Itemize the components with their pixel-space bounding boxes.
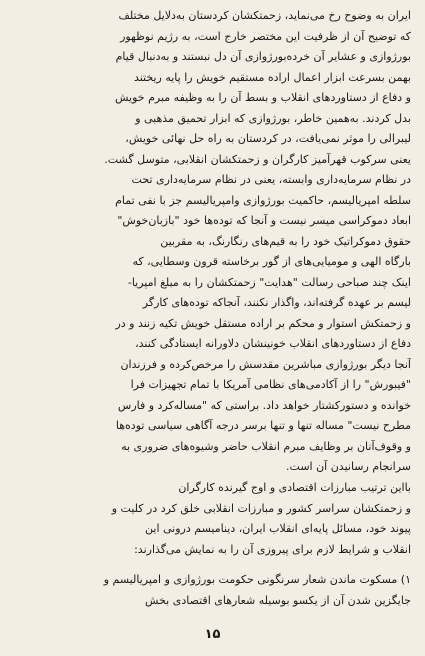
page-number: ۱۵ xyxy=(204,627,221,642)
text-line: بهمن بسرعت ابزار اعمال اراده مستقیم خویش را پایه ریختند xyxy=(133,70,411,84)
text-line: لیبرالی را موثر نمی‌یافت، در کردستان به راه حل نهائی خویش، xyxy=(125,132,411,145)
text-line: و دفاع از دستاوردهای انقلاب و بسط آن را به وظیفه مبرم خویش xyxy=(115,91,411,104)
paragraph-2 xyxy=(14,478,411,560)
text-line: یعنی سرکوب قهرآمیز کارگران و زحمتکشان انقلابی، متوسل گشت. xyxy=(104,152,411,166)
text-line: "فیبورش" را از آکادمی‌های نظامی آمریکا با تمام تجهیزات فرا xyxy=(130,378,411,391)
paragraph-1 xyxy=(14,6,411,478)
text-line: و وقوف‌آنان بر وظایف مبرم انقلاب حاضر وشیوه‌های ضروری به xyxy=(121,439,411,453)
text-line: و زحمتکش استوار و محکم بر اراده مستقل خویش تکیه زنند و در xyxy=(115,316,411,330)
text-line: لیسم بر عهده گرفته‌اند، واگذار نکنند، آنجاکه توده‌های کارگر xyxy=(142,296,411,309)
text-line: بورژوازی و عشایر آن خرده‌بورژوازی آن دل نبستند و به‌دنبال قیام xyxy=(115,50,411,63)
text-line: حقوق دموکراتیک خود را به قیم‌های رنگارنگ، به مقربین xyxy=(160,234,411,248)
text-line: سرانجام رسانیدن آن است. xyxy=(286,460,411,473)
text-line: با‌این ترتیب مبارزات اقتصادی و اوج گیرنده کارگران xyxy=(178,481,411,494)
text-line: خوانده و دستورکشتار خواهد داد. براستی که "مساله‌کرد و فارس xyxy=(117,398,411,412)
paragraph-3 xyxy=(14,570,411,611)
text-line: جایگزین شدن آن از یکسو بوسیله شعارهای اقتصادی بخش xyxy=(145,593,411,607)
text-line: در نظام سرمایه‌داری وابسته، یعنی در نظام سرمایه‌داری تحت xyxy=(131,173,411,186)
text-line: آنجا دیگر بورژوازی مباشرین مقدسش را مرخص‌کرده و فرزندان xyxy=(120,357,411,371)
text-line: ۱) مسکوت ماندن شعار سرنگونی حکومت بورژوازی و امپریالیسم و xyxy=(103,573,411,586)
text-line: مطرح نیست" مساله تنها و تنها برسر درجه آگاهی سیاسی توده‌ها xyxy=(115,419,411,432)
text-line: بارگاه الهی و مومیایی‌های از گور برخاسته قرون وسطایی، که xyxy=(132,255,411,268)
text-line: ابعاد دموکراسی میسر نیست و آنجا که توده‌ها خود "بازبان‌خوش" xyxy=(117,214,411,227)
text-line: سلطه امپریالیسم، حاکمیت بورژوازی وامپریالیسم جز با نفی تمام xyxy=(115,193,411,207)
text-line: پیوند خود، مسائل پایه‌ای انقلاب ایران، دینامیسم درونی این xyxy=(145,522,411,535)
text-line: که توضیح آن از ظرفیت این مختصر خارج است، به رژیم نوظهور xyxy=(120,29,411,43)
text-line: دفاع از دستاوردهای انقلاب خونینشان دلاورانه ایستادگی کنند، xyxy=(135,337,411,350)
text-line: و زحمتکشان سراسر کشور و مبارزات انقلابی خلق کرد در کلیت و xyxy=(111,501,411,515)
text-line: بدل کردند. به‌همین خاطر، بورژوازی که ابزار تحمیق مذهبی و xyxy=(135,111,411,125)
text-line: اینک چند صباحی رسالت "هدایت" زحمتکشان را به مبلغ امپریا- xyxy=(127,275,411,289)
text-line: ایران به وضوح رخ می‌نماید، زحمتکشان کردستان به‌دلایل مختلف xyxy=(118,9,411,22)
text-line: انقلاب و شرایط لازم برای پیروزی آن را به نمایش می‌گذارند: xyxy=(134,542,411,556)
